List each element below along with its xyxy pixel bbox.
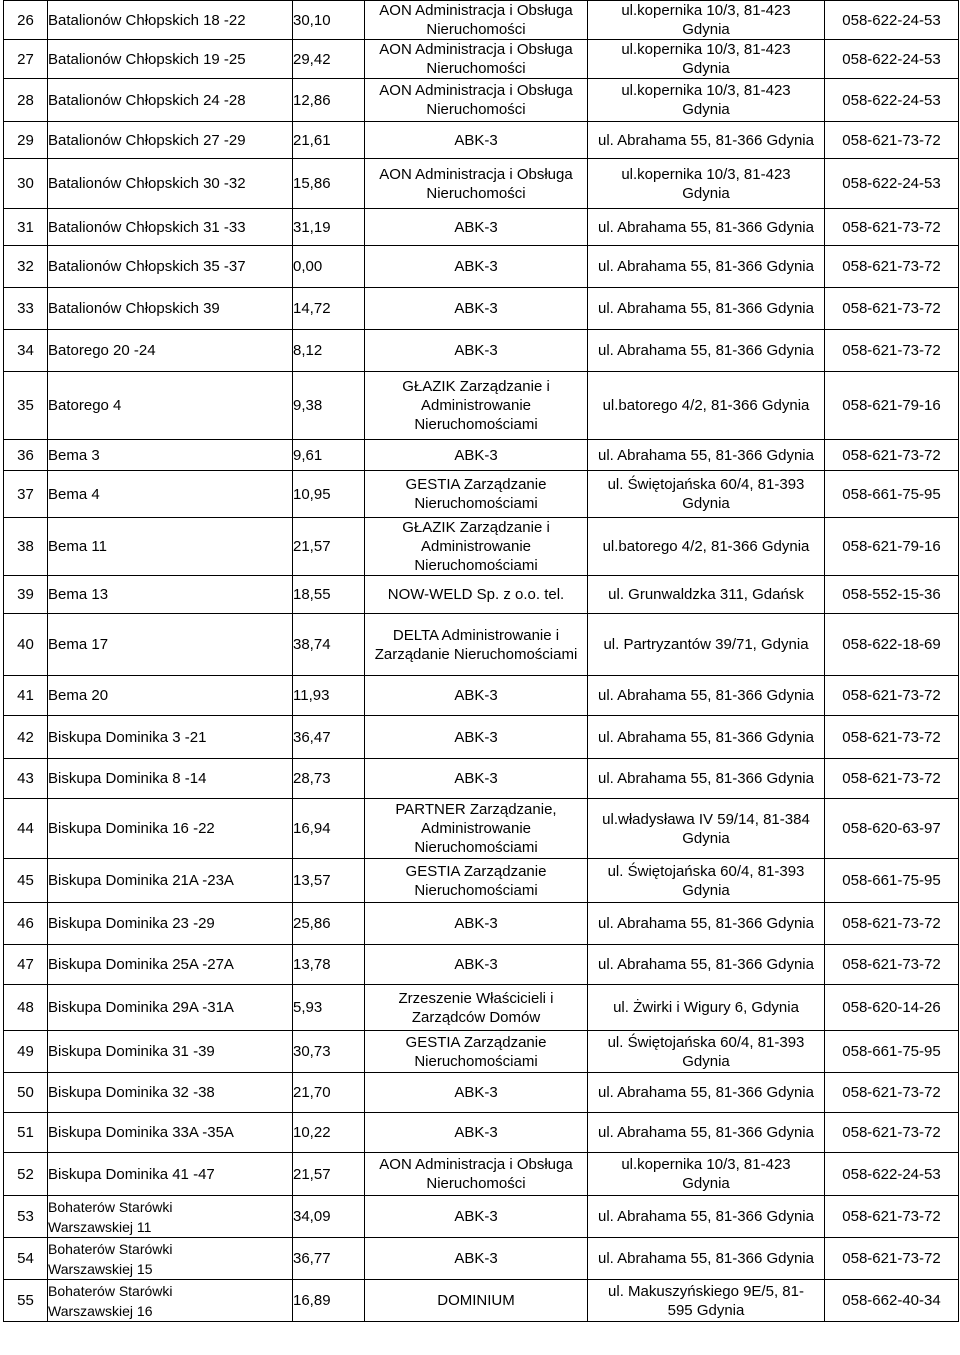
table-row <box>4 288 959 330</box>
administrator-cell: AON Administracja i Obsługa Nieruchomości <box>365 1 588 40</box>
property-table <box>3 0 959 1322</box>
address-cell: ul.batorego 4/2, 81-366 Gdynia <box>588 518 825 576</box>
street-cell: Batalionów Chłopskich 24 -28 <box>48 79 293 122</box>
row-number: 37 <box>4 471 48 518</box>
street-cell: Biskupa Dominika 8 -14 <box>48 759 293 799</box>
row-number: 30 <box>4 159 48 209</box>
phone-cell: 058-621-73-72 <box>825 440 959 471</box>
phone-cell: 058-621-73-72 <box>825 122 959 159</box>
phone-cell: 058-662-40-34 <box>825 1280 959 1322</box>
administrator-cell: ABK-3 <box>365 122 588 159</box>
phone-cell: 058-621-73-72 <box>825 246 959 288</box>
administrator-cell: DOMINIUM <box>365 1280 588 1322</box>
table-row <box>4 1073 959 1113</box>
administrator-cell: AON Administracja i Obsługa Nieruchomości <box>365 1153 588 1196</box>
table-row <box>4 1153 959 1196</box>
area-cell: 38,74 <box>293 614 365 676</box>
table-row <box>4 330 959 372</box>
table-row <box>4 945 959 985</box>
street-cell: Batalionów Chłopskich 39 <box>48 288 293 330</box>
address-cell: ul. Żwirki i Wigury 6, Gdynia <box>588 985 825 1031</box>
administrator-cell: GŁAZIK Zarządzanie i Administrowanie Nieruchomościami <box>365 372 588 440</box>
administrator-cell: AON Administracja i Obsługa Nieruchomości <box>365 159 588 209</box>
street-cell: Biskupa Dominika 25A -27A <box>48 945 293 985</box>
street-cell: Biskupa Dominika 23 -29 <box>48 903 293 945</box>
row-number: 49 <box>4 1031 48 1073</box>
table-row <box>4 576 959 614</box>
row-number: 43 <box>4 759 48 799</box>
phone-cell: 058-661-75-95 <box>825 1031 959 1073</box>
administrator-cell: Zrzeszenie Właścicieli i Zarządców Domów <box>365 985 588 1031</box>
administrator-cell: ABK-3 <box>365 330 588 372</box>
street-cell: Batalionów Chłopskich 27 -29 <box>48 122 293 159</box>
phone-cell: 058-621-73-72 <box>825 903 959 945</box>
address-cell: ul.kopernika 10/3, 81-423 Gdynia <box>588 1153 825 1196</box>
administrator-cell: ABK-3 <box>365 246 588 288</box>
administrator-cell: ABK-3 <box>365 1113 588 1153</box>
administrator-cell: ABK-3 <box>365 209 588 246</box>
area-cell: 10,22 <box>293 1113 365 1153</box>
street-cell: Bema 11 <box>48 518 293 576</box>
street-cell: Bema 20 <box>48 676 293 716</box>
phone-cell: 058-622-18-69 <box>825 614 959 676</box>
administrator-cell: AON Administracja i Obsługa Nieruchomości <box>365 40 588 79</box>
address-cell: ul. Makuszyńskiego 9E/5, 81- 595 Gdynia <box>588 1280 825 1322</box>
row-number: 36 <box>4 440 48 471</box>
address-cell: ul. Abrahama 55, 81-366 Gdynia <box>588 945 825 985</box>
row-number: 52 <box>4 1153 48 1196</box>
row-number: 39 <box>4 576 48 614</box>
administrator-cell: GŁAZIK Zarządzanie i Administrowanie Nieruchomościami <box>365 518 588 576</box>
phone-cell: 058-621-73-72 <box>825 945 959 985</box>
table-row <box>4 985 959 1031</box>
administrator-cell: ABK-3 <box>365 676 588 716</box>
administrator-cell: ABK-3 <box>365 903 588 945</box>
address-cell: ul. Abrahama 55, 81-366 Gdynia <box>588 122 825 159</box>
address-cell: ul.władysława IV 59/14, 81-384 Gdynia <box>588 799 825 859</box>
administrator-cell: GESTIA Zarządzanie Nieruchomościami <box>365 859 588 903</box>
phone-cell: 058-620-63-97 <box>825 799 959 859</box>
street-cell: Batalionów Chłopskich 30 -32 <box>48 159 293 209</box>
phone-cell: 058-622-24-53 <box>825 159 959 209</box>
area-cell: 15,86 <box>293 159 365 209</box>
street-cell: Batalionów Chłopskich 31 -33 <box>48 209 293 246</box>
row-number: 50 <box>4 1073 48 1113</box>
phone-cell: 058-661-75-95 <box>825 859 959 903</box>
area-cell: 5,93 <box>293 985 365 1031</box>
area-cell: 31,19 <box>293 209 365 246</box>
area-cell: 14,72 <box>293 288 365 330</box>
address-cell: ul. Abrahama 55, 81-366 Gdynia <box>588 903 825 945</box>
street-cell: Batorego 20 -24 <box>48 330 293 372</box>
table-row <box>4 903 959 945</box>
address-cell: ul. Abrahama 55, 81-366 Gdynia <box>588 330 825 372</box>
phone-cell: 058-621-79-16 <box>825 372 959 440</box>
row-number: 54 <box>4 1238 48 1280</box>
phone-cell: 058-622-24-53 <box>825 79 959 122</box>
phone-cell: 058-620-14-26 <box>825 985 959 1031</box>
administrator-cell: GESTIA Zarządzanie Nieruchomościami <box>365 471 588 518</box>
address-cell: ul. Grunwaldzka 311, Gdańsk <box>588 576 825 614</box>
address-cell: ul. Abrahama 55, 81-366 Gdynia <box>588 246 825 288</box>
table-row <box>4 759 959 799</box>
area-cell: 16,94 <box>293 799 365 859</box>
area-cell: 30,10 <box>293 1 365 40</box>
address-cell: ul.kopernika 10/3, 81-423 Gdynia <box>588 159 825 209</box>
administrator-cell: ABK-3 <box>365 1196 588 1238</box>
address-cell: ul. Abrahama 55, 81-366 Gdynia <box>588 1073 825 1113</box>
area-cell: 11,93 <box>293 676 365 716</box>
administrator-cell: AON Administracja i Obsługa Nieruchomości <box>365 79 588 122</box>
administrator-cell: ABK-3 <box>365 1238 588 1280</box>
area-cell: 36,47 <box>293 716 365 759</box>
row-number: 35 <box>4 372 48 440</box>
phone-cell: 058-622-24-53 <box>825 1 959 40</box>
administrator-cell: GESTIA Zarządzanie Nieruchomościami <box>365 1031 588 1073</box>
row-number: 48 <box>4 985 48 1031</box>
area-cell: 18,55 <box>293 576 365 614</box>
administrator-cell: ABK-3 <box>365 1073 588 1113</box>
street-cell: Biskupa Dominika 32 -38 <box>48 1073 293 1113</box>
area-cell: 21,57 <box>293 1153 365 1196</box>
row-number: 26 <box>4 1 48 40</box>
address-cell: ul. Świętojańska 60/4, 81-393 Gdynia <box>588 471 825 518</box>
street-cell: Biskupa Dominika 31 -39 <box>48 1031 293 1073</box>
area-cell: 28,73 <box>293 759 365 799</box>
table-row <box>4 676 959 716</box>
administrator-cell: ABK-3 <box>365 945 588 985</box>
row-number: 53 <box>4 1196 48 1238</box>
phone-cell: 058-622-24-53 <box>825 40 959 79</box>
street-cell: Biskupa Dominika 41 -47 <box>48 1153 293 1196</box>
table-row <box>4 440 959 471</box>
table-row <box>4 1 959 40</box>
address-cell: ul. Abrahama 55, 81-366 Gdynia <box>588 288 825 330</box>
phone-cell: 058-621-73-72 <box>825 676 959 716</box>
street-cell: Bema 13 <box>48 576 293 614</box>
row-number: 47 <box>4 945 48 985</box>
table-body <box>4 1 959 1322</box>
street-cell: Bohaterów Starówki Warszawskiej 15 <box>48 1238 293 1280</box>
area-cell: 30,73 <box>293 1031 365 1073</box>
table-row <box>4 1031 959 1073</box>
table-row <box>4 1196 959 1238</box>
table-row <box>4 1113 959 1153</box>
street-cell: Batalionów Chłopskich 18 -22 <box>48 1 293 40</box>
phone-cell: 058-621-73-72 <box>825 288 959 330</box>
table-row <box>4 79 959 122</box>
row-number: 44 <box>4 799 48 859</box>
address-cell: ul. Abrahama 55, 81-366 Gdynia <box>588 440 825 471</box>
table-row <box>4 1280 959 1322</box>
row-number: 32 <box>4 246 48 288</box>
phone-cell: 058-621-73-72 <box>825 209 959 246</box>
address-cell: ul. Abrahama 55, 81-366 Gdynia <box>588 759 825 799</box>
table-row <box>4 471 959 518</box>
administrator-cell: ABK-3 <box>365 759 588 799</box>
phone-cell: 058-621-73-72 <box>825 330 959 372</box>
table-row <box>4 518 959 576</box>
address-cell: ul. Świętojańska 60/4, 81-393 Gdynia <box>588 1031 825 1073</box>
table-row <box>4 246 959 288</box>
administrator-cell: ABK-3 <box>365 716 588 759</box>
table-row <box>4 372 959 440</box>
administrator-cell: NOW-WELD Sp. z o.o. tel. <box>365 576 588 614</box>
area-cell: 34,09 <box>293 1196 365 1238</box>
address-cell: ul. Abrahama 55, 81-366 Gdynia <box>588 716 825 759</box>
table-row <box>4 614 959 676</box>
address-cell: ul. Świętojańska 60/4, 81-393 Gdynia <box>588 859 825 903</box>
area-cell: 29,42 <box>293 40 365 79</box>
table-row <box>4 1238 959 1280</box>
phone-cell: 058-621-73-72 <box>825 716 959 759</box>
phone-cell: 058-621-73-72 <box>825 1238 959 1280</box>
area-cell: 8,12 <box>293 330 365 372</box>
address-cell: ul.kopernika 10/3, 81-423 Gdynia <box>588 1 825 40</box>
table-row <box>4 159 959 209</box>
street-cell: Bohaterów Starówki Warszawskiej 16 <box>48 1280 293 1322</box>
address-cell: ul. Abrahama 55, 81-366 Gdynia <box>588 1196 825 1238</box>
administrator-cell: PARTNER Zarządzanie, Administrowanie Nieruchomościami <box>365 799 588 859</box>
street-cell: Batalionów Chłopskich 19 -25 <box>48 40 293 79</box>
row-number: 31 <box>4 209 48 246</box>
area-cell: 10,95 <box>293 471 365 518</box>
row-number: 41 <box>4 676 48 716</box>
row-number: 55 <box>4 1280 48 1322</box>
address-cell: ul.kopernika 10/3, 81-423 Gdynia <box>588 79 825 122</box>
row-number: 42 <box>4 716 48 759</box>
street-cell: Batalionów Chłopskich 35 -37 <box>48 246 293 288</box>
phone-cell: 058-621-79-16 <box>825 518 959 576</box>
area-cell: 9,38 <box>293 372 365 440</box>
street-cell: Bohaterów Starówki Warszawskiej 11 <box>48 1196 293 1238</box>
administrator-cell: ABK-3 <box>365 288 588 330</box>
street-cell: Bema 17 <box>48 614 293 676</box>
phone-cell: 058-621-73-72 <box>825 1196 959 1238</box>
row-number: 45 <box>4 859 48 903</box>
row-number: 27 <box>4 40 48 79</box>
row-number: 33 <box>4 288 48 330</box>
street-cell: Biskupa Dominika 33A -35A <box>48 1113 293 1153</box>
area-cell: 25,86 <box>293 903 365 945</box>
street-cell: Biskupa Dominika 3 -21 <box>48 716 293 759</box>
address-cell: ul. Abrahama 55, 81-366 Gdynia <box>588 1238 825 1280</box>
table-row <box>4 716 959 759</box>
area-cell: 16,89 <box>293 1280 365 1322</box>
area-cell: 21,61 <box>293 122 365 159</box>
street-cell: Biskupa Dominika 29A -31A <box>48 985 293 1031</box>
table-row <box>4 40 959 79</box>
area-cell: 0,00 <box>293 246 365 288</box>
row-number: 46 <box>4 903 48 945</box>
address-cell: ul. Abrahama 55, 81-366 Gdynia <box>588 1113 825 1153</box>
area-cell: 36,77 <box>293 1238 365 1280</box>
street-cell: Batorego 4 <box>48 372 293 440</box>
street-cell: Biskupa Dominika 16 -22 <box>48 799 293 859</box>
street-cell: Biskupa Dominika 21A -23A <box>48 859 293 903</box>
area-cell: 13,78 <box>293 945 365 985</box>
table-row <box>4 799 959 859</box>
table-row <box>4 122 959 159</box>
phone-cell: 058-552-15-36 <box>825 576 959 614</box>
row-number: 29 <box>4 122 48 159</box>
row-number: 34 <box>4 330 48 372</box>
row-number: 40 <box>4 614 48 676</box>
street-cell: Bema 3 <box>48 440 293 471</box>
address-cell: ul. Abrahama 55, 81-366 Gdynia <box>588 676 825 716</box>
row-number: 28 <box>4 79 48 122</box>
phone-cell: 058-621-73-72 <box>825 1113 959 1153</box>
area-cell: 21,70 <box>293 1073 365 1113</box>
phone-cell: 058-661-75-95 <box>825 471 959 518</box>
address-cell: ul.kopernika 10/3, 81-423 Gdynia <box>588 40 825 79</box>
administrator-cell: ABK-3 <box>365 440 588 471</box>
address-cell: ul. Partryzantów 39/71, Gdynia <box>588 614 825 676</box>
address-cell: ul.batorego 4/2, 81-366 Gdynia <box>588 372 825 440</box>
phone-cell: 058-622-24-53 <box>825 1153 959 1196</box>
phone-cell: 058-621-73-72 <box>825 759 959 799</box>
address-cell: ul. Abrahama 55, 81-366 Gdynia <box>588 209 825 246</box>
area-cell: 21,57 <box>293 518 365 576</box>
area-cell: 9,61 <box>293 440 365 471</box>
administrator-cell: DELTA Administrowanie i Zarządanie Nieruchomościami <box>365 614 588 676</box>
street-cell: Bema 4 <box>48 471 293 518</box>
area-cell: 13,57 <box>293 859 365 903</box>
row-number: 51 <box>4 1113 48 1153</box>
area-cell: 12,86 <box>293 79 365 122</box>
table-row <box>4 209 959 246</box>
table-row <box>4 859 959 903</box>
row-number: 38 <box>4 518 48 576</box>
phone-cell: 058-621-73-72 <box>825 1073 959 1113</box>
